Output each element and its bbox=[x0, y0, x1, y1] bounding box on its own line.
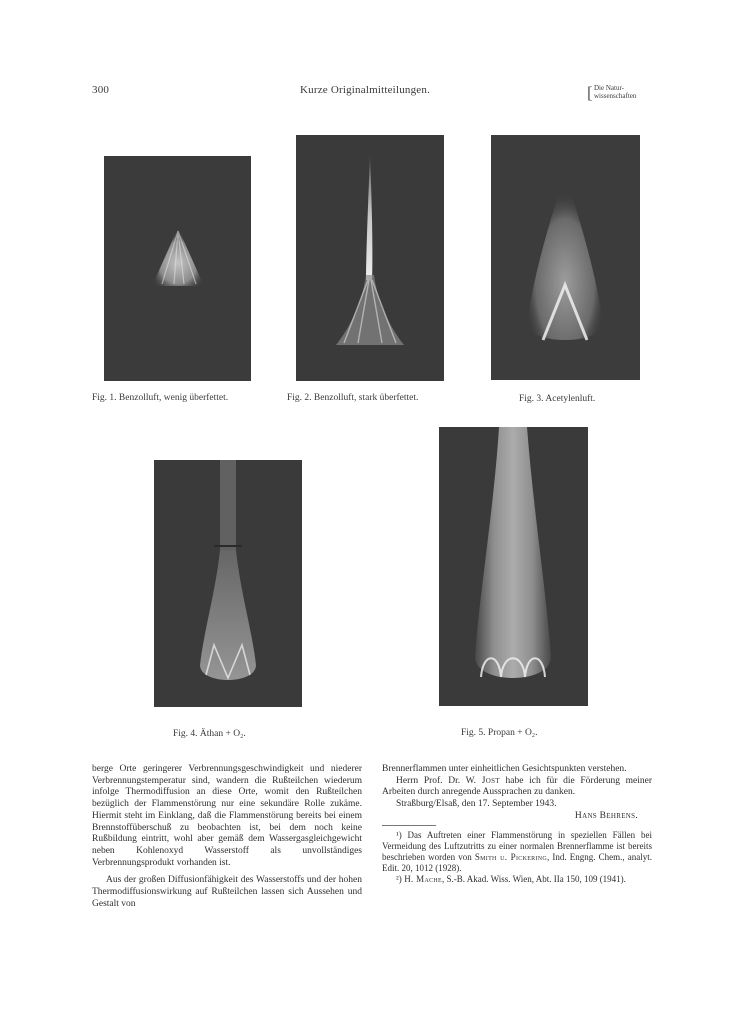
figure-1-photo bbox=[104, 156, 251, 381]
figure-5-caption: Fig. 5. Propan + O₂. bbox=[461, 728, 538, 738]
figure-3-photo bbox=[491, 135, 640, 380]
figure-1-caption: Fig. 1. Benzolluft, wenig überfettet. bbox=[92, 393, 229, 403]
ack-text-1: Herrn Prof. Dr. W. bbox=[396, 775, 482, 786]
figure-2-caption: Fig. 2. Benzolluft, stark überfettet. bbox=[287, 393, 419, 403]
cited-authors: Smith u. Pickering bbox=[474, 851, 548, 862]
footnote-marker: ²) bbox=[396, 874, 402, 885]
ack-text-2: habe ich für die Förderung meiner Arbeiten durch anregende Aussprachen zu danken. bbox=[382, 775, 652, 798]
figure-4-photo bbox=[154, 460, 302, 707]
cited-author: H. Mache bbox=[401, 874, 442, 885]
figure-4-caption: Fig. 4. Äthan + O₂. bbox=[173, 729, 246, 739]
footnote-marker: ¹) bbox=[396, 829, 402, 840]
person-name: Jost bbox=[481, 775, 500, 786]
brace-icon: [ bbox=[587, 83, 593, 102]
figure-3-caption: Fig. 3. Acetylenluft. bbox=[519, 394, 596, 404]
footnote-2 bbox=[382, 874, 652, 885]
body-paragraph: Brennerflammen unter einheitlichen Gesichtspunkten verstehen. bbox=[382, 764, 627, 774]
footnote-text: Das Auftreten einer Flammenstörung in speziellen Fällen bei Vermeidung des Luftzutritts zu einer normalen Brennerflamme ist bereits beschrieben worden von bbox=[382, 829, 652, 862]
body-paragraph: Aus der großen Diffusionfähigkeit des Wasserstoffs und der hohen Thermodiffusionswirkung auf Rußteilchen lassen sich Aussehen und Gestalt von bbox=[92, 875, 362, 909]
running-title: Kurze Originalmitteilungen. bbox=[300, 84, 431, 96]
figure-2-photo bbox=[296, 135, 444, 381]
footnote-1 bbox=[382, 830, 652, 875]
acknowledgement-paragraph bbox=[382, 776, 652, 799]
author-name: Hans Behrens. bbox=[574, 810, 638, 821]
footnote-text: , S.-B. Akad. Wiss. Wien, Abt. IIa 150, 109 (1941). bbox=[442, 874, 626, 885]
page-number: 300 bbox=[92, 84, 110, 96]
right-column bbox=[382, 764, 652, 886]
journal-name-line2: wissenschaften bbox=[594, 92, 637, 100]
footnote-rule bbox=[382, 825, 436, 826]
journal-name-line1: Die Natur- bbox=[594, 84, 624, 92]
footnote-text: , Ind. Engng. Chem., analyt. Edit. 20, 1012 (1928). bbox=[382, 851, 652, 874]
left-column bbox=[92, 764, 362, 910]
journal-name bbox=[587, 83, 637, 102]
place-date: Straßburg/Elsaß, den 17. September 1943. bbox=[396, 799, 557, 810]
body-paragraph: berge Orte geringerer Verbrennungsgeschwindigkeit und niederer Verbrennungstemperatur sind, wandern die Rußteilchen wiederum infolge Thermodiffusion an diese Orte, womit den Rußteilchen bezüglich der Flammenstörung nur eine sekundäre Rolle zukäme. Hiermit steht im Einklang, daß die Flammenstörung bereits bei einem Brennstoffüberschuß zu beobachten ist, bei dem noch keine Rußbildung eintritt, wohl aber gemäß dem Wassergasgleichgewicht neben Kohlenoxyd Wasserstoff als unvollständiges Verbrennungsprodukt vorhanden ist. bbox=[92, 764, 362, 868]
figure-5-photo bbox=[439, 427, 588, 706]
